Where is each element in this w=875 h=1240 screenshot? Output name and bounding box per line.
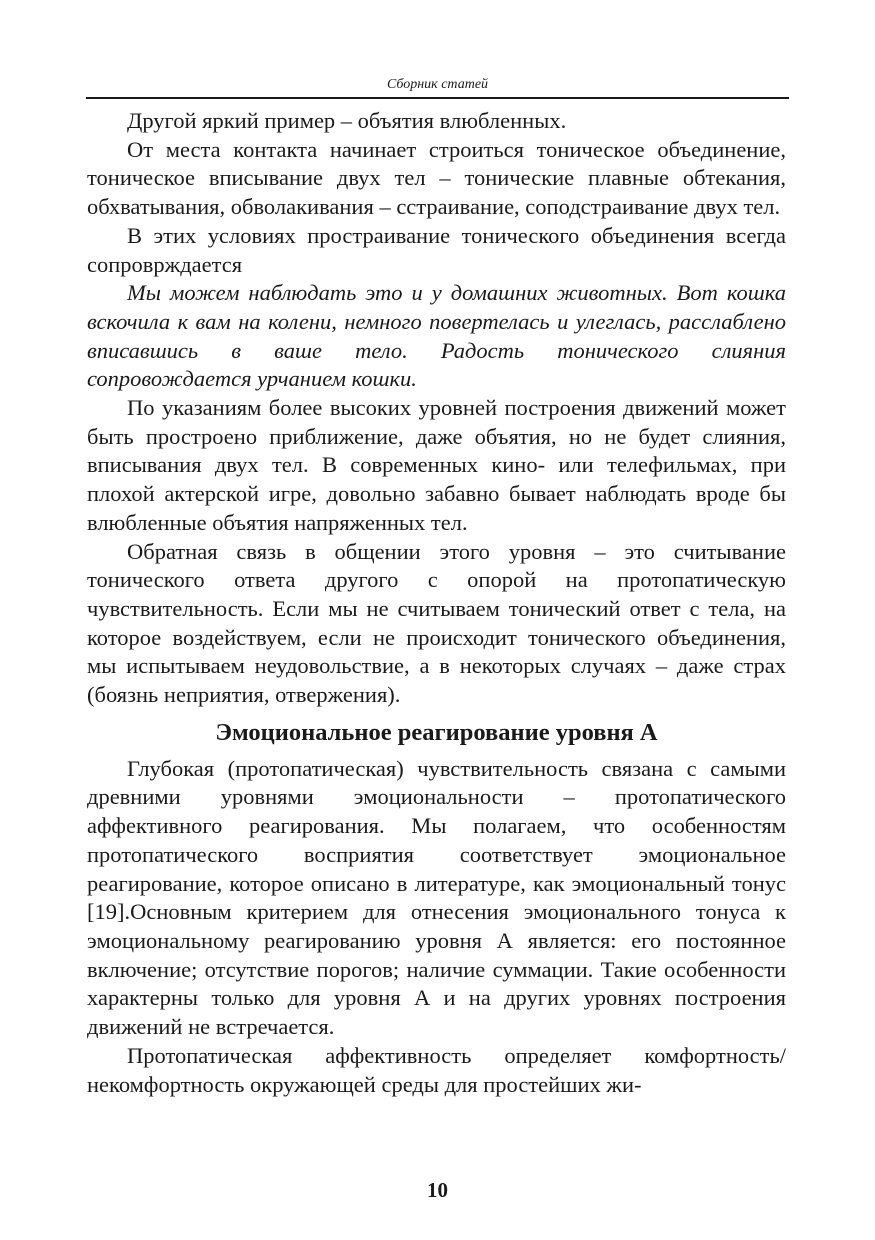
running-header: Сборник статей <box>386 77 489 92</box>
paragraph: В этих условиях простраивание тонического объединения всегда сопроврждается <box>87 222 786 277</box>
page-body <box>87 107 786 1099</box>
page-number: 10 <box>427 1178 448 1202</box>
paragraph: Другой яркий пример – объятия влюбленных. <box>127 108 567 133</box>
section-heading: Эмоциональное реагирование уровня А <box>215 718 658 746</box>
paragraph: От места контакта начинает строиться тоническое объединение, тоническое вписывание двух тел – тонические плавные обтекания, обхватывания, обволакивания – сстраивание, соподстраивание двух тел. <box>87 136 786 220</box>
italic-paragraph: Мы можем наблюдать это и у домашних животных. Вот кошка вскочила к вам на колени, немного повертелась и улеглась, расслаблено вписавшись в ваше тело. Радость тонического слияния сопровождается урчанием кошки. <box>87 280 786 392</box>
header-rule <box>86 97 789 99</box>
paragraph: Глубокая (протопатическая) чувствительность связана с самыми древними уровнями эмоциональности – протопатического аффективного реагирования. Мы полагаем, что особенностям протопатического восприятия соответствует эмоциональное реагирование, которое описано в литературе, как эмоциональный тонус [19].Основным критерием для отнесения эмоционального тонуса к эмоциональному реагированию уровня А является: его постоянное включение; отсутствие порогов; наличие суммации. Такие особенности характерны только для уровня А и на других уровнях построения движений не встречается. <box>87 755 786 1040</box>
paragraph: Протопатическая аффективность определяет комфортность/некомфортность окружающей среды для простейших жи- <box>87 1042 786 1097</box>
paragraph: По указаниям более высоких уровней построения движений может быть простроено приближение, даже объятия, но не будет слияния, вписывания двух тел. В современных кино- или телефильмах, при плохой актерской игре, довольно забавно бывает наблюдать вроде бы влюбленные объятия напряженных тел. <box>87 395 786 535</box>
paragraph: Обратная связь в общении этого уровня – это считывание тонического ответа другого с опорой на протопатическую чувствительность. Если мы не считываем тонический ответ с тела, на которое воздействуем, если не происходит тонического объединения, мы испытываем неудовольствие, а в некоторых случаях – даже страх (боязнь неприятия, отвержения). <box>87 538 786 708</box>
